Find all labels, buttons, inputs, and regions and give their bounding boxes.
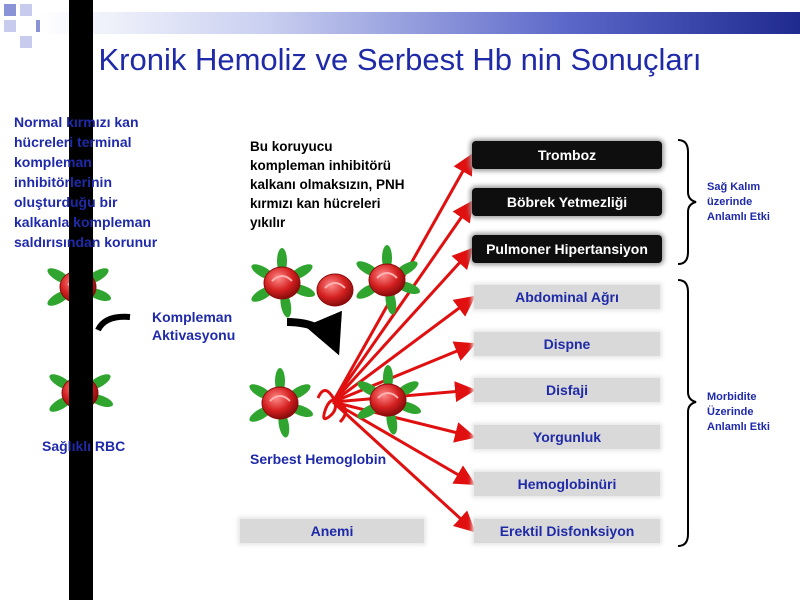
survival-brace [678,140,696,264]
outcome-box-dispne: Dispne [474,332,660,356]
text-line: Aktivasyonu [152,327,236,343]
text-line: kalkanı olmaksızın, PNH [250,177,405,192]
text-line: hücreleri terminal [14,134,132,150]
rbc-cell-icon [247,368,314,438]
text-line: Anlamlı Etki [707,211,770,223]
text-line: Normal kırmızı kan [14,114,139,130]
survival-group-label [707,180,770,225]
normal-rbc-description [14,112,157,252]
text-line: inhibitörlerinin [14,174,112,190]
text-line: Kompleman [152,309,233,325]
text-line: Üzerinde [707,406,754,418]
morbidity-group-label [707,390,770,435]
text-line: kompleman inhibitörü [250,158,392,173]
complement-activation-arrow [287,322,336,348]
rbc-cell-icon [317,274,353,306]
page-title: Kronik Hemoliz ve Serbest Hb nin Sonuçları [98,42,702,77]
vertical-divider-bar [69,0,93,600]
outcome-box-erektil: Erektil Disfonksiyon [474,519,660,543]
outcome-box-yorgunluk: Yorgunluk [474,425,660,449]
pnh-description [250,137,405,232]
text-line: Anlamlı Etki [707,421,770,433]
text-line: kırmızı kan hücreleri [250,196,381,211]
outcome-box-tromboz: Tromboz [472,141,662,169]
text-line: kompleman [14,154,92,170]
text-line: saldırısından korunur [14,234,158,250]
hemolysis-arrow [333,402,474,484]
outcome-box-pulmoner: Pulmoner Hipertansiyon [472,235,662,263]
text-line: kalkanla kompleman [14,214,151,230]
text-line: Bu koruyucu [250,139,333,154]
text-line: yıkılır [250,215,286,230]
complement-activation-label [152,308,235,344]
healthy-rbc-label: Sağlıklı RBC [42,438,126,454]
outcome-box-bobrek: Böbrek Yetmezliği [472,188,662,216]
outcome-box-disfaji: Disfaji [474,378,660,402]
rbc-cell-icon [249,248,316,318]
text-line: oluşturduğu bir [14,194,118,210]
rbc-cell-icon [354,245,421,315]
outcome-box-abdominal: Abdominal Ağrı [474,285,660,309]
text-line: Sağ Kalım [707,181,761,193]
outcome-box-hemoglobinuri: Hemoglobinüri [474,472,660,496]
text-line: Morbidite [707,391,757,403]
anemia-box: Anemi [240,519,424,543]
text-line: üzerinde [707,196,753,208]
morbidity-brace [678,280,696,546]
complement-bracket-arrow [98,317,130,330]
free-hemoglobin-label: Serbest Hemoglobin [250,451,387,467]
